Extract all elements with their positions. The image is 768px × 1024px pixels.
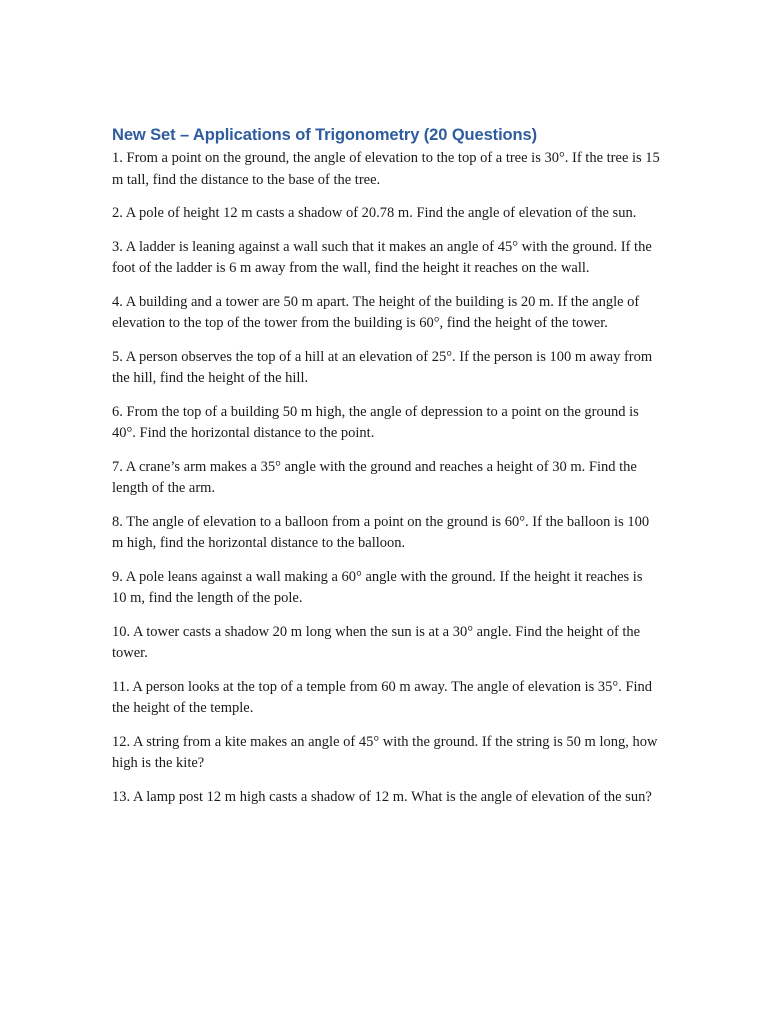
document-content — [112, 124, 660, 820]
question-item: 4. A building and a tower are 50 m apart. The height of the building is 20 m. If the angle of elevation to the top of the tower from the building is 60°, find the height of the tower. — [112, 293, 640, 331]
question-item: 5. A person observes the top of a hill at an elevation of 25°. If the person is 100 m away from the hill, find the height of the hill. — [112, 348, 653, 386]
question-item: 13. A lamp post 12 m high casts a shadow of 12 m. What is the angle of elevation of the sun? — [112, 788, 652, 805]
question-item: 2. A pole of height 12 m casts a shadow of 20.78 m. Find the angle of elevation of the sun. — [112, 205, 637, 221]
question-item: 10. A tower casts a shadow 20 m long when the sun is at a 30° angle. Find the height of the tower. — [112, 623, 641, 661]
question-item: 12. A string from a kite makes an angle of 45° with the ground. If the string is 50 m long, how high is the kite? — [112, 733, 658, 771]
document-title: New Set – Applications of Trigonometry (20 Questions) — [112, 126, 537, 144]
question-item: 1. From a point on the ground, the angle of elevation to the top of a tree is 30°. If the tree is 15 m tall, find the distance to the base of the tree. — [112, 150, 660, 188]
question-item: 6. From the top of a building 50 m high, the angle of depression to a point on the ground is 40°. Find the horizontal distance to the point. — [112, 403, 639, 441]
question-item: 9. A pole leans against a wall making a 60° angle with the ground. If the height it reaches is 10 m, find the length of the pole. — [112, 568, 643, 606]
question-item: 11. A person looks at the top of a temple from 60 m away. The angle of elevation is 35°. Find the height of the temple. — [112, 678, 653, 716]
question-item: 3. A ladder is leaning against a wall such that it makes an angle of 45° with the ground. If the foot of the ladder is 6 m away from the wall, find the height it reaches on the wall. — [112, 238, 652, 276]
question-item: 7. A crane’s arm makes a 35° angle with the ground and reaches a height of 30 m. Find the length of the arm. — [112, 458, 637, 496]
question-item: 8. The angle of elevation to a balloon from a point on the ground is 60°. If the balloon is 100 m high, find the horizontal distance to the balloon. — [112, 513, 650, 551]
